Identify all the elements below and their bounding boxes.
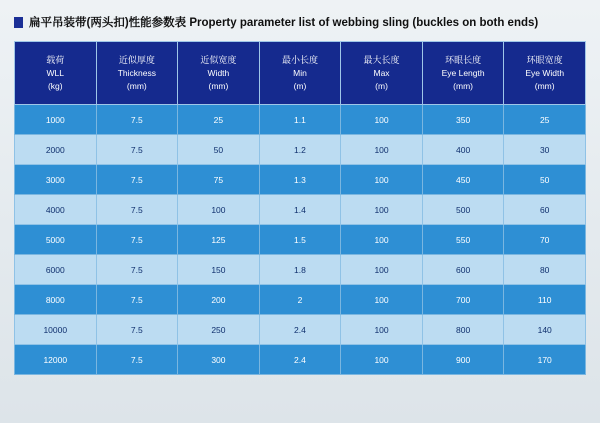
cell-width: 25: [178, 105, 260, 135]
cell-width: 50: [178, 135, 260, 165]
page-title-text: 扁平吊装带(两头扣)性能参数表 Property parameter list of webbing sling (buckles on both ends): [29, 17, 539, 29]
cell-eye-length: 500: [422, 195, 504, 225]
cell-eye-width: 110: [504, 285, 586, 315]
cell-width: 75: [178, 165, 260, 195]
column-header-min-length-unit: (m): [293, 81, 307, 91]
column-header-eye-length-cn: 环眼长度: [445, 55, 482, 65]
column-header-max-length-unit: (m): [375, 81, 388, 91]
column-header-width: [178, 42, 260, 105]
cell-eye-length: 600: [422, 255, 504, 285]
column-header-thickness-unit: (mm): [126, 81, 147, 91]
cell-wll: 4000: [15, 195, 97, 225]
column-header-max-length-cn: 最大长度: [363, 55, 400, 65]
cell-width: 200: [178, 285, 260, 315]
table-row: [15, 345, 586, 375]
table-row: [15, 195, 586, 225]
column-header-eye-width-cn: 环眼宽度: [526, 55, 563, 65]
column-header-wll: [15, 42, 97, 105]
cell-wll: 6000: [15, 255, 97, 285]
cell-thickness: 7.5: [96, 225, 178, 255]
cell-thickness: 7.5: [96, 345, 178, 375]
title-marker-icon: [14, 17, 23, 28]
cell-width: 100: [178, 195, 260, 225]
cell-eye-length: 900: [422, 345, 504, 375]
column-header-eye-length-unit: (mm): [453, 81, 473, 91]
cell-max-length: 100: [341, 225, 423, 255]
cell-width: 150: [178, 255, 260, 285]
cell-wll: 1000: [15, 105, 97, 135]
cell-max-length: 100: [341, 285, 423, 315]
column-header-max-length-en: Max: [373, 68, 390, 78]
column-header-width-cn: 近似宽度: [200, 55, 237, 65]
cell-thickness: 7.5: [96, 315, 178, 345]
cell-eye-length: 450: [422, 165, 504, 195]
column-header-eye-width-en: Eye Width: [525, 68, 565, 78]
cell-eye-width: 30: [504, 135, 586, 165]
cell-min-length: 1.2: [259, 135, 341, 165]
spec-table: [14, 41, 586, 375]
cell-min-length: 1.1: [259, 105, 341, 135]
cell-min-length: 2.4: [259, 315, 341, 345]
column-header-thickness-en: Thickness: [117, 68, 156, 78]
cell-wll: 12000: [15, 345, 97, 375]
cell-wll: 2000: [15, 135, 97, 165]
cell-wll: 8000: [15, 285, 97, 315]
cell-max-length: 100: [341, 315, 423, 345]
cell-max-length: 100: [341, 255, 423, 285]
cell-width: 300: [178, 345, 260, 375]
column-header-min-length-cn: 最小长度: [281, 55, 318, 65]
cell-width: 125: [178, 225, 260, 255]
cell-wll: 5000: [15, 225, 97, 255]
cell-wll: 3000: [15, 165, 97, 195]
column-header-width-unit: (mm): [208, 81, 229, 91]
column-header-min-length: [259, 42, 341, 105]
cell-min-length: 2: [259, 285, 341, 315]
table-row: [15, 315, 586, 345]
cell-min-length: 1.3: [259, 165, 341, 195]
table-row: [15, 285, 586, 315]
cell-width: 250: [178, 315, 260, 345]
cell-thickness: 7.5: [96, 135, 178, 165]
cell-min-length: 2.4: [259, 345, 341, 375]
column-header-wll-cn: 载荷: [46, 55, 65, 65]
table-row: [15, 165, 586, 195]
cell-min-length: 1.5: [259, 225, 341, 255]
column-header-wll-en: WLL: [46, 68, 65, 78]
cell-eye-length: 550: [422, 225, 504, 255]
table-header-row: [15, 42, 586, 105]
cell-min-length: 1.8: [259, 255, 341, 285]
column-header-width-en: Width: [207, 68, 230, 78]
cell-thickness: 7.5: [96, 285, 178, 315]
cell-eye-length: 700: [422, 285, 504, 315]
page-footer-space: [0, 375, 600, 401]
column-header-min-length-en: Min: [293, 68, 307, 78]
cell-eye-width: 140: [504, 315, 586, 345]
column-header-eye-width: [504, 42, 586, 105]
column-header-eye-width-unit: (mm): [534, 81, 555, 91]
cell-eye-length: 350: [422, 105, 504, 135]
column-header-thickness: [96, 42, 178, 105]
table-row: [15, 255, 586, 285]
cell-eye-width: 50: [504, 165, 586, 195]
table-row: [15, 135, 586, 165]
column-header-thickness-cn: 近似厚度: [118, 55, 155, 65]
cell-eye-length: 400: [422, 135, 504, 165]
cell-thickness: 7.5: [96, 195, 178, 225]
table-header: [15, 42, 586, 105]
cell-eye-length: 800: [422, 315, 504, 345]
table-body: [15, 105, 586, 375]
cell-max-length: 100: [341, 135, 423, 165]
cell-wll: 10000: [15, 315, 97, 345]
cell-min-length: 1.4: [259, 195, 341, 225]
cell-thickness: 7.5: [96, 165, 178, 195]
column-header-max-length: [341, 42, 423, 105]
cell-eye-width: 60: [504, 195, 586, 225]
cell-eye-width: 70: [504, 225, 586, 255]
page-title: [0, 0, 600, 30]
cell-eye-width: 170: [504, 345, 586, 375]
table-row: [15, 105, 586, 135]
table-row: [15, 225, 586, 255]
column-header-eye-length-en: Eye Length: [441, 68, 485, 78]
column-header-eye-length: [422, 42, 504, 105]
cell-max-length: 100: [341, 345, 423, 375]
cell-thickness: 7.5: [96, 105, 178, 135]
cell-max-length: 100: [341, 195, 423, 225]
cell-max-length: 100: [341, 165, 423, 195]
column-header-wll-unit: (kg): [47, 81, 63, 91]
cell-eye-width: 25: [504, 105, 586, 135]
cell-eye-width: 80: [504, 255, 586, 285]
cell-max-length: 100: [341, 105, 423, 135]
cell-thickness: 7.5: [96, 255, 178, 285]
